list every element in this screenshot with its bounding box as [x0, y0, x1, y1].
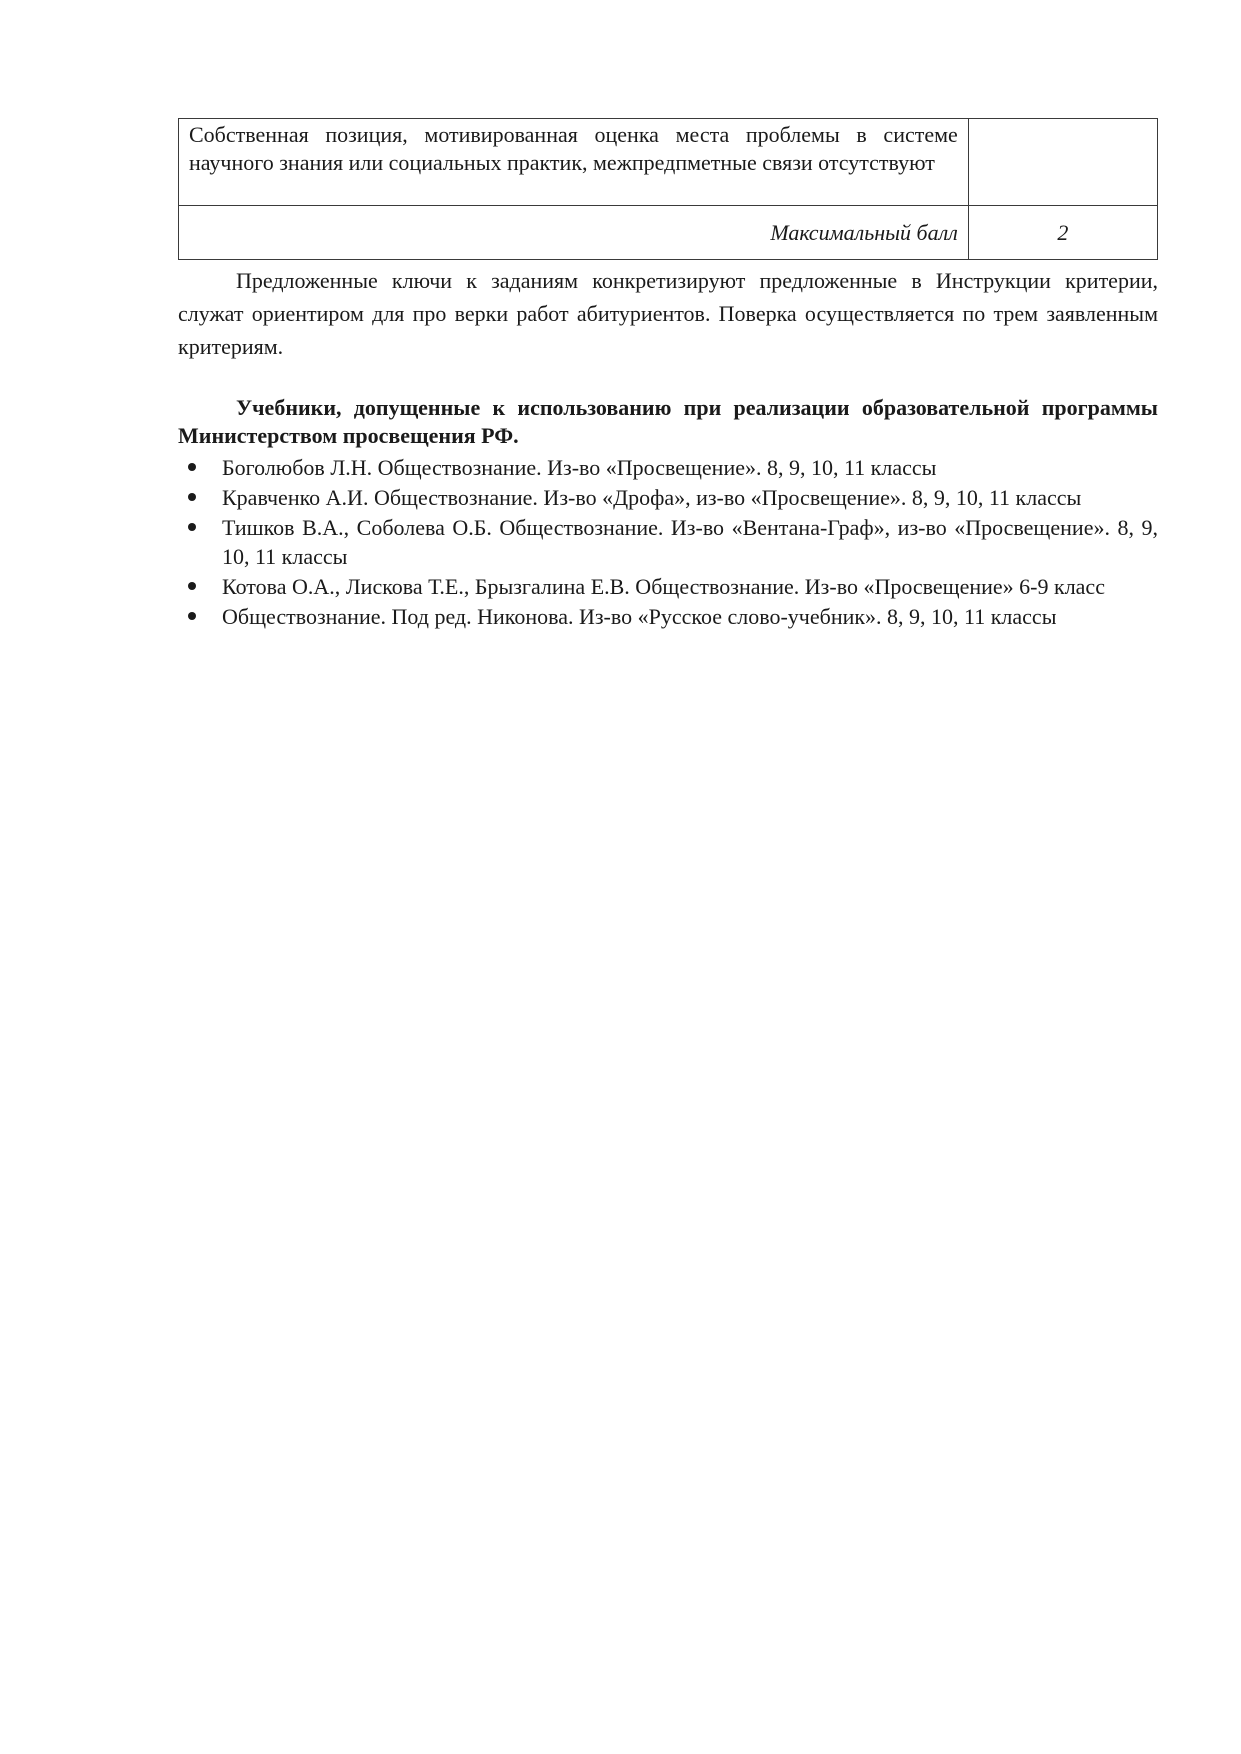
page-content	[178, 118, 1158, 639]
list-item-text: Котова О.А., Лискова Т.Е., Брызгалина Е.В. Обществознание. Из-во «Просвещение» 6-9 класс	[222, 574, 1105, 599]
list-item	[178, 513, 1158, 571]
list-item-text: Кравченко А.И. Обществознание. Из-во «Дрофа», из-во «Просвещение». 8, 9, 10, 11 классы	[222, 485, 1082, 510]
list-item	[178, 596, 1158, 638]
list-item	[178, 483, 1158, 512]
list-item-text: Тишков В.А., Соболева О.Б. Обществознание. Из-во «Вентана-Граф», из-во «Просвещение». 8, 9, 10, 11 классы	[222, 515, 1158, 569]
criteria-score-cell	[968, 119, 1157, 206]
bullet-icon	[188, 463, 196, 471]
bullet-icon	[188, 523, 196, 531]
list-item-text: Боголюбов Л.Н. Обществознание. Из-во «Просвещение». 8, 9, 10, 11 классы	[222, 455, 937, 480]
list-item	[178, 453, 1158, 482]
body-paragraph: Предложенные ключи к заданиям конкретизируют предложенные в Инструкции критерии, служат ориентиром для про верки работ абитуриентов. Поверка осуществляется по трем заявленным критериям.	[178, 268, 1158, 359]
table-row	[179, 119, 1158, 206]
textbooks-heading: Учебники, допущенные к использованию при реализации образовательной программы Министерством просвещения РФ.	[178, 395, 1158, 448]
bullet-icon	[188, 612, 196, 620]
bullet-icon	[188, 582, 196, 590]
max-score-label: Максимальный балл	[179, 206, 969, 260]
table-row	[179, 206, 1158, 260]
list-item-text: Обществознание. Под ред. Никонова. Из-во «Русское слово-учебник». 8, 9, 10, 11 классы	[222, 604, 1057, 629]
bullet-icon	[188, 493, 196, 501]
textbook-list	[178, 453, 1158, 638]
max-score-value: 2	[968, 206, 1157, 260]
criteria-description-cell: Собственная позиция, мотивированная оценка места проблемы в системе научного знания или социальных практик, межпредпметные связи отсутствуют	[179, 119, 969, 206]
criteria-table	[178, 118, 1158, 260]
